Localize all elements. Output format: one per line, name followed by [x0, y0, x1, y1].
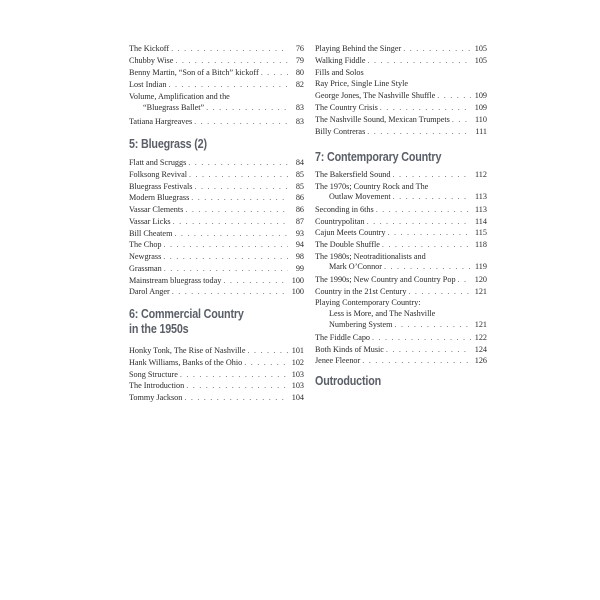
toc-entry-line [315, 320, 487, 331]
toc-entry-title: Less is More, and The Nashville [329, 308, 436, 318]
leader-dots [171, 44, 288, 55]
leader-dots [367, 217, 471, 228]
leader-dots [386, 345, 471, 356]
toc-entry-line [315, 345, 487, 356]
toc-page-number: 121 [474, 319, 487, 329]
toc-page-number: 122 [474, 333, 487, 343]
toc-page-number: 98 [295, 252, 304, 261]
toc-page-number: 94 [295, 240, 304, 250]
toc-entry [315, 205, 487, 216]
leader-dots [185, 205, 288, 216]
toc-page-number: 111 [475, 126, 487, 136]
toc-entry [315, 287, 487, 298]
toc-entry [129, 370, 304, 381]
toc-entry [129, 56, 304, 67]
toc-page-number: 105 [474, 55, 487, 65]
toc-page-number: 76 [295, 44, 304, 53]
toc-entry-title: Billy Contreras [315, 126, 366, 136]
toc-entry [315, 356, 487, 367]
leader-dots [380, 103, 471, 114]
leader-dots [244, 358, 288, 369]
leader-dots [362, 356, 471, 367]
toc-entry [129, 68, 304, 79]
toc-entry-title: Numbering System [329, 319, 393, 329]
toc-entry-line [129, 252, 304, 263]
leader-dots [394, 320, 471, 331]
toc-entry-title: Country in the 21st Century [315, 286, 407, 296]
leader-dots [376, 205, 471, 216]
toc-entry [315, 345, 487, 356]
leader-dots [393, 170, 472, 181]
toc-entry-line [129, 229, 304, 240]
toc-entry-title: The 1980s; Neotraditionalists and [315, 251, 426, 261]
toc-entry-title: Chubby Wise [129, 56, 174, 66]
toc-entry [129, 217, 304, 228]
leader-dots [194, 117, 288, 128]
toc-entry [315, 68, 487, 79]
toc-entry-title: Vassar Licks [129, 216, 171, 226]
section-5-heading: 5: Bluegrass (2) [129, 137, 207, 151]
toc-entry-title: Lost Indian [129, 80, 167, 90]
toc-entry-line [129, 158, 304, 169]
toc-entry-title: “Bluegrass Ballet” [143, 103, 205, 113]
leader-dots [384, 262, 471, 273]
toc-page-number: 119 [475, 262, 487, 272]
leader-dots [437, 91, 471, 102]
toc-entry-line [129, 205, 304, 216]
leader-dots [186, 381, 288, 392]
toc-entry [129, 44, 304, 55]
leader-dots [184, 393, 288, 404]
toc-page-number: 121 [474, 286, 487, 296]
leader-dots [163, 252, 288, 263]
toc-entry-title: Modern Bluegrass [129, 193, 190, 203]
toc-entry-title: Mainstream bluegrass today [129, 275, 222, 285]
toc-entry [315, 240, 487, 251]
toc-entry-title: Darol Anger [129, 287, 170, 297]
leader-dots [172, 287, 288, 298]
toc-entry-title: The 1990s; New Country and Country Pop [315, 274, 456, 284]
toc-entry-title: The 1970s; Country Rock and The [315, 181, 429, 191]
toc-entry-title: The Chop [129, 240, 162, 250]
toc-entry [129, 358, 304, 369]
toc-entry-line [315, 298, 487, 309]
toc-entry-line [129, 117, 304, 128]
toc-page-number: 104 [291, 393, 304, 403]
toc-entry [315, 252, 487, 274]
toc-entry-title: The Fiddle Capo [315, 333, 371, 343]
leader-dots [367, 127, 471, 138]
toc-entry-line [315, 228, 487, 239]
toc-entry [129, 229, 304, 240]
leader-dots [261, 68, 288, 79]
toc-page-number: 86 [295, 193, 304, 203]
toc-entry-line [315, 79, 487, 90]
outroduction-heading: Outroduction [315, 374, 382, 388]
leader-dots [408, 287, 471, 298]
toc-page-number: 103 [291, 369, 304, 379]
toc-entry-line [129, 80, 304, 91]
toc-entry-line [315, 56, 487, 67]
toc-entry-line [315, 127, 487, 138]
leader-dots [458, 275, 471, 286]
toc-entry [129, 182, 304, 193]
toc-page-number: 114 [475, 216, 487, 226]
toc-entry [129, 264, 304, 275]
toc-page-number: 109 [474, 91, 487, 101]
toc-entry-line [129, 276, 304, 287]
toc-entry-title: Walking Fiddle [315, 55, 366, 65]
toc-entry [129, 193, 304, 204]
toc-entry-line [129, 381, 304, 392]
toc-entry-line [129, 103, 304, 114]
leader-dots [388, 228, 472, 239]
toc-entry-title: Honky Tonk, The Rise of Nashville [129, 346, 246, 355]
toc-entry-line [315, 217, 487, 228]
leader-dots [403, 44, 471, 55]
section-6-heading-line2: in the 1950s [129, 322, 189, 336]
toc-entry-title: Vassar Clements [129, 205, 184, 214]
toc-entry-line [129, 358, 304, 369]
toc-entry-title: Jenee Fleenor [315, 356, 361, 366]
toc-page-number: 112 [475, 170, 487, 179]
toc-page-number: 100 [291, 275, 304, 285]
toc-entry-title: Bill Cheatem [129, 228, 173, 238]
toc-entry-title: Fills and Solos [315, 67, 364, 77]
toc-page-number: 86 [295, 205, 304, 214]
toc-entry [129, 80, 304, 91]
toc-page-number: 100 [291, 287, 304, 297]
toc-entry-line [315, 240, 487, 251]
toc-entry-line [129, 287, 304, 298]
toc-entry-title: The Introduction [129, 381, 185, 391]
toc-entry-title: Folksong Revival [129, 169, 187, 179]
toc-entry-line [315, 192, 487, 203]
toc-entry-line [315, 44, 487, 55]
toc-entry-title: Playing Contemporary Country: [315, 298, 421, 308]
toc-page-number: 113 [475, 204, 487, 214]
leader-dots [382, 240, 471, 251]
toc-entry-title: Tommy Jackson [129, 393, 183, 403]
toc-page-number: 102 [291, 357, 304, 367]
toc-entry-title: Hank Williams, Banks of the Ohio [129, 357, 243, 367]
toc-entry [129, 117, 304, 128]
toc-page-number: 79 [295, 56, 304, 66]
toc-entry [129, 158, 304, 169]
toc-entry-title: Ray Price, Single Line Style [315, 79, 409, 89]
toc-entry-title: Benny Martin, “Son of a Bitch” kickoff [129, 68, 259, 78]
leader-dots [452, 115, 471, 126]
toc-entry-title: Both Kinds of Music [315, 344, 384, 354]
toc-entry [315, 127, 487, 138]
leader-dots [164, 264, 288, 275]
toc-page-number: 124 [474, 344, 487, 354]
toc-page-number: 93 [295, 228, 304, 238]
toc-entry-title: Volume, Amplification and the [129, 92, 230, 102]
toc-entry-line [315, 115, 487, 126]
toc-entry [129, 381, 304, 392]
leader-dots [174, 229, 288, 240]
toc-entry-line [129, 68, 304, 79]
toc-entry-line [315, 262, 487, 273]
toc-entry-line [129, 44, 304, 55]
toc-page-number: 99 [295, 263, 304, 273]
toc-entry-line [315, 309, 487, 320]
toc-page-number: 103 [291, 381, 304, 391]
toc-page-number: 87 [295, 216, 304, 226]
leader-dots [223, 276, 288, 287]
leader-dots [206, 103, 288, 114]
toc-entry [315, 170, 487, 181]
toc-page-number: 85 [295, 169, 304, 179]
toc-entry-title: Tatiana Hargreaves [129, 116, 193, 126]
leader-dots [247, 346, 288, 357]
toc-page-number: 80 [295, 68, 304, 78]
toc-entry [315, 79, 487, 90]
toc-page-number: 109 [474, 103, 487, 112]
leader-dots [188, 158, 288, 169]
toc-page-number: 110 [475, 114, 487, 124]
toc-entry-title: The Kickoff [129, 44, 170, 53]
toc-entry-line [315, 333, 487, 344]
toc-page-number: 85 [295, 181, 304, 191]
toc-entry-line [129, 240, 304, 251]
toc-page-number: 83 [295, 103, 304, 113]
toc-entry-title: Seconding in 6ths [315, 204, 374, 214]
toc-entry-title: Grassman [129, 263, 162, 273]
toc-entry-title: Bluegrass Festivals [129, 181, 193, 191]
leader-dots [180, 370, 288, 381]
toc-page-number: 84 [295, 158, 304, 167]
toc-entry-title: George Jones, The Nashville Shuffle [315, 91, 436, 101]
toc-entry [315, 275, 487, 286]
toc-entry [129, 205, 304, 216]
toc-entry [315, 333, 487, 344]
toc-entry-line [129, 193, 304, 204]
toc-entry-line [315, 275, 487, 286]
toc-entry-title: Countrypolitan [315, 216, 365, 226]
toc-page-number: 101 [291, 346, 304, 355]
toc-entry-line [129, 217, 304, 228]
toc-entry-title: Outlaw Movement [329, 192, 391, 202]
toc-page-number: 82 [295, 80, 304, 90]
toc-page-number: 113 [475, 192, 487, 202]
toc-entry [129, 252, 304, 263]
toc-entry [129, 393, 304, 404]
toc-entry-line [315, 287, 487, 298]
toc-entry-line [315, 170, 487, 181]
toc-entry [315, 56, 487, 67]
toc-entry [315, 103, 487, 114]
toc-entry [315, 91, 487, 102]
toc-entry-line [315, 91, 487, 102]
toc-entry-title: Playing Behind the Singer [315, 44, 402, 53]
toc-entry [315, 182, 487, 204]
toc-entry [315, 298, 487, 330]
toc-entry-title: Song Structure [129, 369, 178, 379]
toc-entry-title: Newgrass [129, 252, 162, 261]
toc-entry [129, 92, 304, 114]
toc-entry [315, 217, 487, 228]
section-7-heading: 7: Contemporary Country [315, 150, 442, 164]
toc-entry-line [315, 68, 487, 79]
toc-entry-title: Mark O’Connor [329, 262, 382, 272]
toc-entry [129, 276, 304, 287]
toc-page-number: 120 [474, 274, 487, 284]
toc-entry-title: The Double Shuffle [315, 239, 380, 249]
leader-dots [372, 333, 471, 344]
leader-dots [175, 56, 288, 67]
leader-dots [173, 217, 288, 228]
toc-entry-line [315, 356, 487, 367]
toc-entry-title: The Bakersfield Sound [315, 170, 391, 179]
leader-dots [191, 193, 288, 204]
toc-entry-title: Cajun Meets Country [315, 228, 386, 238]
toc-entry-line [129, 346, 304, 357]
toc-entry-line [315, 252, 487, 263]
toc-entry-title: The Country Crisis [315, 103, 378, 112]
toc-entry-line [315, 103, 487, 114]
toc-entry-title: Flatt and Scruggs [129, 158, 187, 167]
toc-page-number: 118 [475, 239, 487, 249]
toc-entry-line [315, 205, 487, 216]
leader-dots [164, 240, 288, 251]
toc-entry-line [129, 170, 304, 181]
leader-dots [393, 192, 471, 203]
toc-page-number: 83 [295, 116, 304, 126]
toc-entry-line [129, 264, 304, 275]
toc-entry-title: The Nashville Sound, Mexican Trumpets [315, 114, 450, 124]
section-6-heading-line1: 6: Commercial Country [129, 307, 244, 321]
toc-entry [129, 170, 304, 181]
toc-entry [315, 228, 487, 239]
toc-entry-line [129, 56, 304, 67]
toc-entry [129, 346, 304, 357]
toc-page-number: 126 [474, 356, 487, 366]
toc-entry [315, 115, 487, 126]
leader-dots [194, 182, 288, 193]
toc-entry-line [129, 92, 304, 103]
toc-page-number: 115 [475, 228, 487, 238]
leader-dots [169, 80, 288, 91]
toc-page-number: 105 [474, 44, 487, 53]
toc-entry-line [129, 370, 304, 381]
toc-entry-line [129, 393, 304, 404]
toc-entry-line [129, 182, 304, 193]
toc-entry [129, 240, 304, 251]
toc-entry [129, 287, 304, 298]
toc-entry-line [315, 182, 487, 193]
leader-dots [189, 170, 288, 181]
leader-dots [368, 56, 471, 67]
toc-entry [315, 44, 487, 55]
